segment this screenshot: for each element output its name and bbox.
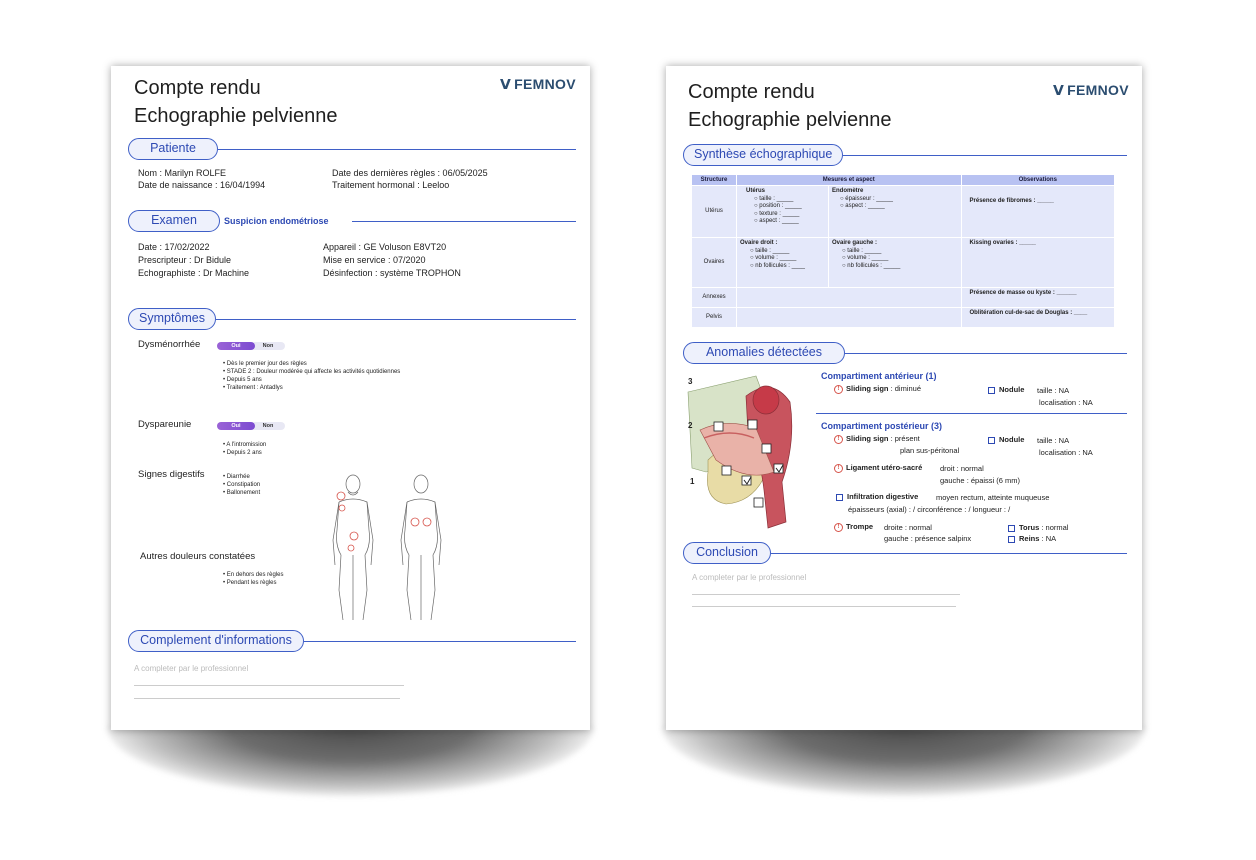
page-title: Compte rendu Echographie pelvienne: [688, 81, 892, 131]
femnov-logo: 𝗩 FEMNOV: [500, 76, 576, 92]
femnov-logo: 𝗩 FEMNOV: [1053, 82, 1129, 98]
toggle-non[interactable]: Non: [251, 422, 285, 430]
section-pill: Symptômes: [128, 308, 216, 330]
section-divider: [845, 353, 1127, 354]
section-synthese: [683, 144, 1127, 166]
fig-label-2: 2: [688, 421, 693, 430]
exam-reason: Suspicion endométriose: [224, 216, 329, 226]
ligament-right: droit : normal: [940, 464, 984, 473]
section-pill: Patiente: [128, 138, 218, 160]
symptom-dysmenorrhea-label: Dysménorrhée: [138, 339, 201, 350]
anterior-sliding-sign: ! Sliding sign : diminué: [834, 384, 921, 394]
uterus-observations[interactable]: Présence de fibromes : _____: [961, 186, 1114, 238]
ligament-left: gauche : épaissi (6 mm): [940, 476, 1021, 485]
pelvis-observations[interactable]: Oblitération cul-de-sac de Douglas : ____: [961, 308, 1114, 328]
device-service-date: Mise en service : 07/2020: [323, 255, 426, 265]
section-pill: Examen: [128, 210, 220, 232]
tube-left: gauche : présence salpinx: [884, 534, 972, 543]
section-conclusion: [683, 542, 1127, 564]
dyspareunia-toggle[interactable]: [217, 422, 285, 430]
synthesis-table: [691, 174, 1115, 328]
digestive-details: • Diarrhée • Constipation • Ballonement: [223, 474, 261, 496]
nodule-checkbox[interactable]: [988, 387, 995, 394]
endometrium-measures[interactable]: Endomètre ○ épaisseur : _____ ○ aspect : _____: [829, 186, 962, 238]
patient-birthdate: Date de naissance : 16/04/1994: [138, 180, 266, 190]
uterus-measures[interactable]: Utérus ○ taille : _____ ○ position : _____ ○ texture : _____ ○ aspect : _____: [737, 186, 829, 238]
section-symptomes: [128, 308, 576, 330]
compartment-divider: [816, 413, 1127, 414]
exam-sonographer: Echographiste : Dr Machine: [138, 268, 250, 278]
infiltration-value: moyen rectum, atteinte muqueuse: [936, 493, 1050, 502]
fig-label-3: 3: [688, 377, 693, 386]
row-label: Annexes: [692, 288, 737, 308]
posterior-compartment-title: Compartiment postérieur (3): [821, 421, 943, 431]
writing-line: [134, 698, 400, 699]
complement-placeholder[interactable]: A completer par le professionnel: [134, 664, 249, 673]
table-header: Observations: [961, 175, 1114, 186]
page-shadow: [107, 726, 594, 796]
row-label: Pelvis: [692, 308, 737, 328]
fallopian-tube: ! Trompe: [834, 522, 873, 532]
anterior-nodule-location: localisation : NA: [1039, 398, 1093, 407]
page-shadow: [662, 726, 1146, 796]
section-divider: [218, 149, 576, 150]
section-pill: Complement d'informations: [128, 630, 304, 652]
warning-icon: !: [834, 464, 843, 473]
section-divider: [771, 553, 1127, 554]
section-examen: [128, 210, 576, 232]
right-ovary-measures[interactable]: Ovaire droit : ○ taille : _____ ○ volume : _____ ○ nb follicules : ____: [737, 238, 829, 288]
page-title: Compte rendu Echographie pelvienne: [134, 77, 338, 127]
kidneys-status[interactable]: Reins : NA: [1008, 534, 1056, 544]
torus-status[interactable]: Torus : normal: [1008, 523, 1068, 533]
left-ovary-measures[interactable]: Ovaire gauche : ○ taille : _____ ○ volume : _____ ○ nb follicules : _____: [829, 238, 962, 288]
page-sheet: [666, 66, 1142, 730]
torus-checkbox[interactable]: [1008, 525, 1015, 532]
hormonal-treatment: Traitement hormonal : Leeloo: [332, 180, 450, 190]
posterior-nodule[interactable]: Nodule: [988, 435, 1024, 445]
writing-line: [692, 594, 960, 595]
infiltration-dimensions: épaisseurs (axial) : / circonférence : / longueur : /: [848, 505, 1011, 514]
anterior-compartment-title: Compartiment antérieur (1): [821, 371, 937, 381]
table-row-annexes: [692, 288, 1115, 308]
symptom-digestive-label: Signes digestifs: [138, 469, 205, 480]
report-page-2: [666, 66, 1142, 786]
row-label: Utérus: [692, 186, 737, 238]
conclusion-placeholder[interactable]: A completer par le professionnel: [692, 573, 807, 582]
pain-markers: [337, 492, 431, 551]
table-row-uterus: [692, 186, 1115, 238]
posterior-sliding-sign: ! Sliding sign : présent: [834, 434, 920, 444]
other-pain-details: • En dehors des règles • Pendant les règles: [223, 572, 284, 586]
nodule-checkbox[interactable]: [988, 437, 995, 444]
writing-line: [692, 606, 956, 607]
uterus-fundus: [753, 386, 779, 414]
body-pain-diagram[interactable]: [331, 470, 451, 624]
pelvis-measures[interactable]: [737, 308, 962, 328]
section-divider: [304, 641, 576, 642]
warning-icon: !: [834, 435, 843, 444]
warning-icon: !: [834, 523, 843, 532]
section-complement: [128, 630, 576, 652]
symptom-dyspareunia-label: Dyspareunie: [138, 419, 192, 430]
toggle-oui[interactable]: Oui: [217, 342, 255, 350]
anterior-nodule-size: taille : NA: [1037, 386, 1070, 395]
section-pill: Anomalies détectées: [683, 342, 845, 364]
femnov-logo-icon: 𝗩: [500, 76, 512, 92]
fig-label-1: 1: [690, 477, 695, 486]
section-divider: [352, 221, 576, 222]
dyspareunia-details: • A l'intromission • Depuis 2 ans: [223, 442, 267, 456]
device-disinfection: Désinfection : système TROPHON: [323, 268, 461, 278]
exam-date: Date : 17/02/2022: [138, 242, 210, 252]
symptom-other-pain-label: Autres douleurs constatées: [140, 551, 256, 562]
table-row-pelvis: [692, 308, 1115, 328]
femnov-logo-icon: 𝗩: [1053, 82, 1065, 98]
page-sheet: [111, 66, 590, 730]
writing-line: [134, 685, 404, 686]
section-anomalies: [683, 342, 1127, 364]
section-divider: [216, 319, 576, 320]
warning-icon: !: [834, 385, 843, 394]
posterior-nodule-size: taille : NA: [1037, 436, 1070, 445]
posterior-nodule-location: localisation : NA: [1039, 448, 1093, 457]
digestive-infiltration[interactable]: Infiltration digestive: [836, 492, 918, 502]
body-front-figure: [333, 475, 373, 620]
body-back-figure: [401, 475, 441, 620]
toggle-oui[interactable]: Oui: [217, 422, 255, 430]
table-row-ovaires: [692, 238, 1115, 288]
annexes-measures[interactable]: [737, 288, 962, 308]
posterior-sliding-plane: plan sus-péritonal: [900, 446, 960, 455]
tube-right: droite : normal: [884, 523, 932, 532]
last-period-date: Date des dernières règles : 06/05/2025: [332, 168, 488, 178]
uterosacral-ligament: ! Ligament utéro-sacré: [834, 463, 922, 473]
dysmenorrhea-toggle[interactable]: [217, 342, 285, 350]
section-patiente: [128, 138, 576, 160]
pelvic-anatomy-diagram[interactable]: [686, 372, 802, 540]
table-header: Structure: [692, 175, 737, 186]
exam-prescriber: Prescripteur : Dr Bidule: [138, 255, 232, 265]
infiltration-checkbox[interactable]: [836, 494, 843, 501]
table-header: Mesures et aspect: [737, 175, 962, 186]
patient-name: Nom : Marilyn ROLFE: [138, 168, 227, 178]
dysmenorrhea-details: • Dès le premier jour des règles • STADE 2 : Douleur modérée qui affecte les activités quotidiennes • Depuis 5 ans • Traitement : Antadlys: [223, 361, 401, 391]
exam-device: Appareil : GE Voluson E8VT20: [323, 242, 447, 252]
row-label: Ovaires: [692, 238, 737, 288]
section-pill: Conclusion: [683, 542, 771, 564]
toggle-non[interactable]: Non: [251, 342, 285, 350]
ovaries-observations[interactable]: Kissing ovaries : _____: [961, 238, 1114, 288]
section-divider: [843, 155, 1127, 156]
annexes-observations[interactable]: Présence de masse ou kyste : ______: [961, 288, 1114, 308]
table-header-row: [692, 175, 1115, 186]
section-pill: Synthèse échographique: [683, 144, 843, 166]
report-page-1: [111, 66, 590, 786]
anterior-nodule[interactable]: Nodule: [988, 385, 1024, 395]
